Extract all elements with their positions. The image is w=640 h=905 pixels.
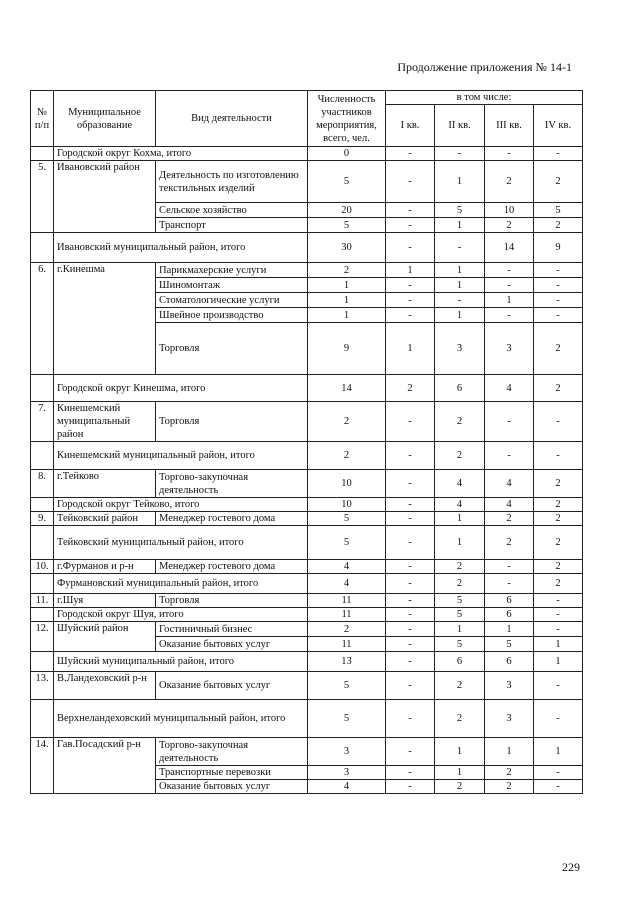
total-label: Фурмановский муниципальный район, итого [54,574,308,594]
value-cell: 4 [308,780,386,794]
value-cell: 2 [485,526,534,560]
value-cell: 11 [308,608,386,622]
num-cell [31,608,54,622]
value-cell: - [435,233,485,263]
activity-cell: Торговля [156,594,308,608]
value-cell: 5 [435,203,485,218]
value-cell: 1 [435,161,485,203]
value-cell: 1 [308,278,386,293]
value-cell: - [386,526,435,560]
table-row [31,263,583,278]
value-cell: 2 [534,574,583,594]
activity-cell: Транспорт [156,218,308,233]
total-label: Городской округ Кинешма, итого [54,375,308,402]
col-q1: I кв. [386,105,435,147]
value-cell: - [386,218,435,233]
value-cell: 2 [534,323,583,375]
value-cell: - [534,293,583,308]
table-total-row [31,375,583,402]
value-cell: 1 [435,218,485,233]
col-incl: в том числе: [386,91,583,105]
col-municipality: Муниципальное образование [54,91,156,147]
table-total-row [31,652,583,672]
value-cell: - [534,263,583,278]
value-cell: - [386,594,435,608]
value-cell: 4 [485,375,534,402]
num-cell [31,233,54,263]
value-cell: - [386,308,435,323]
total-label: Городской округ Кохма, итого [54,147,308,161]
value-cell: 2 [435,402,485,442]
value-cell: - [386,700,435,738]
municipality-cell: г.Кинешма [54,263,156,375]
value-cell: 0 [308,147,386,161]
col-q4: IV кв. [534,105,583,147]
value-cell: - [534,278,583,293]
value-cell: - [386,766,435,780]
table-header [31,91,583,147]
value-cell: - [386,278,435,293]
value-cell: 20 [308,203,386,218]
value-cell: 4 [485,498,534,512]
table-row [31,512,583,526]
value-cell: - [534,766,583,780]
value-cell: - [435,147,485,161]
value-cell: 9 [534,233,583,263]
value-cell: 1 [534,652,583,672]
value-cell: 1 [308,293,386,308]
value-cell: 1 [485,293,534,308]
table-total-row [31,498,583,512]
table-row [31,738,583,766]
num-cell [31,526,54,560]
table-row [31,402,583,442]
value-cell: 14 [485,233,534,263]
value-cell: 4 [485,470,534,498]
value-cell: - [386,574,435,594]
col-count: Численность участников мероприятия, всего, чел. [308,91,386,147]
col-q3: III кв. [485,105,534,147]
value-cell: 5 [308,161,386,203]
value-cell: 1 [485,622,534,637]
num-cell: 6. [31,263,54,375]
value-cell: - [386,293,435,308]
value-cell: 2 [386,375,435,402]
num-cell: 5. [31,161,54,233]
value-cell: - [386,161,435,203]
total-label: Городской округ Шуя, итого [54,608,308,622]
value-cell: 2 [308,622,386,637]
value-cell: 1 [435,512,485,526]
value-cell: 6 [435,652,485,672]
value-cell: 5 [534,203,583,218]
municipality-cell: Гав.Посадский р-н [54,738,156,794]
total-label: Тейковский муниципальный район, итого [54,526,308,560]
value-cell: 2 [435,442,485,470]
table-total-row [31,608,583,622]
value-cell: - [386,652,435,672]
value-cell: 2 [534,498,583,512]
activity-cell: Парикмахерские услуги [156,263,308,278]
value-cell: - [386,203,435,218]
value-cell: - [386,512,435,526]
table-row [31,560,583,574]
value-cell: 3 [485,323,534,375]
activity-cell: Стоматологические услуги [156,293,308,308]
num-cell: 7. [31,402,54,442]
activity-cell: Сельское хозяйство [156,203,308,218]
municipality-cell: Шуйский район [54,622,156,652]
value-cell: 2 [534,560,583,574]
value-cell: 1 [435,526,485,560]
activity-cell: Швейное производство [156,308,308,323]
value-cell: - [534,308,583,323]
value-cell: 2 [534,526,583,560]
value-cell: 6 [435,375,485,402]
value-cell: 5 [308,526,386,560]
value-cell: 1 [435,263,485,278]
value-cell: - [435,293,485,308]
value-cell: 5 [308,700,386,738]
page-number: 229 [562,860,580,874]
col-num: № п/п [31,91,54,147]
value-cell: - [386,637,435,652]
value-cell: 5 [308,218,386,233]
activity-cell: Транспортные перевозки [156,766,308,780]
num-cell [31,652,54,672]
value-cell: 1 [435,738,485,766]
num-cell [31,375,54,402]
value-cell: - [485,147,534,161]
table-total-row [31,700,583,738]
activity-cell: Торговля [156,402,308,442]
table-total-row [31,526,583,560]
value-cell: - [386,442,435,470]
activity-cell: Оказание бытовых услуг [156,780,308,794]
value-cell: 10 [308,470,386,498]
municipality-cell: Кинешемский муниципальный район [54,402,156,442]
activity-cell: Деятельность по изготовлению текстильных изделий [156,161,308,203]
value-cell: 1 [386,263,435,278]
value-cell: 2 [534,512,583,526]
value-cell: 1 [534,738,583,766]
value-cell: 5 [308,512,386,526]
value-cell: - [386,402,435,442]
participants-table [30,90,583,794]
table-total-row [31,442,583,470]
value-cell: 5 [485,637,534,652]
col-q2: II кв. [435,105,485,147]
value-cell: 2 [308,402,386,442]
value-cell: 2 [485,780,534,794]
value-cell: 2 [435,700,485,738]
value-cell: - [534,700,583,738]
value-cell: 2 [534,470,583,498]
num-cell [31,442,54,470]
value-cell: - [386,738,435,766]
municipality-cell: г.Фурманов и р-н [54,560,156,574]
value-cell: - [534,672,583,700]
activity-cell: Менеджер гостевого дома [156,512,308,526]
value-cell: 2 [534,161,583,203]
value-cell: - [386,622,435,637]
value-cell: 2 [435,780,485,794]
value-cell: 1 [435,622,485,637]
value-cell: 2 [435,560,485,574]
value-cell: - [534,594,583,608]
num-cell: 9. [31,512,54,526]
value-cell: - [386,233,435,263]
municipality-cell: Ивановский район [54,161,156,233]
value-cell: 1 [386,323,435,375]
value-cell: - [386,560,435,574]
num-cell: 11. [31,594,54,608]
value-cell: 1 [435,278,485,293]
num-cell: 14. [31,738,54,794]
num-cell [31,700,54,738]
value-cell: 2 [485,218,534,233]
value-cell: 1 [485,738,534,766]
value-cell: 2 [308,442,386,470]
activity-cell: Оказание бытовых услуг [156,672,308,700]
table-total-row [31,147,583,161]
value-cell: - [386,470,435,498]
value-cell: 6 [485,608,534,622]
table-row [31,161,583,203]
municipality-cell: г.Шуя [54,594,156,608]
value-cell: - [485,574,534,594]
value-cell: 9 [308,323,386,375]
table-row [31,672,583,700]
activity-cell: Торгово-закупочная деятельность [156,738,308,766]
value-cell: - [534,622,583,637]
total-label: Ивановский муниципальный район, итого [54,233,308,263]
num-cell: 12. [31,622,54,652]
table-total-row [31,574,583,594]
value-cell: 3 [308,738,386,766]
total-label: Городской округ Тейково, итого [54,498,308,512]
municipality-cell: В.Ландеховский р-н [54,672,156,700]
activity-cell: Гостиничный бизнес [156,622,308,637]
value-cell: - [386,780,435,794]
value-cell: 4 [435,498,485,512]
value-cell: 2 [485,766,534,780]
value-cell: 6 [485,594,534,608]
value-cell: 4 [308,574,386,594]
value-cell: 3 [435,323,485,375]
value-cell: - [386,672,435,700]
table-row [31,594,583,608]
value-cell: 3 [308,766,386,780]
activity-cell: Оказание бытовых услуг [156,637,308,652]
total-label: Шуйский муниципальный район, итого [54,652,308,672]
value-cell: - [485,308,534,323]
document-header: Продолжение приложения № 14-1 [397,60,572,74]
value-cell: 5 [308,672,386,700]
value-cell: 3 [485,700,534,738]
table-row [31,622,583,637]
num-cell: 8. [31,470,54,498]
table-total-row [31,233,583,263]
value-cell: 10 [308,498,386,512]
value-cell: 30 [308,233,386,263]
value-cell: - [534,780,583,794]
value-cell: - [386,608,435,622]
municipality-cell: Тейковский район [54,512,156,526]
value-cell: 4 [435,470,485,498]
value-cell: 1 [534,637,583,652]
table-row [31,470,583,498]
col-activity: Вид деятельности [156,91,308,147]
value-cell: - [485,402,534,442]
value-cell: 2 [435,672,485,700]
value-cell: - [485,278,534,293]
value-cell: - [485,442,534,470]
value-cell: - [534,147,583,161]
value-cell: - [485,560,534,574]
value-cell: 2 [534,218,583,233]
value-cell: 1 [435,308,485,323]
num-cell [31,147,54,161]
value-cell: - [386,147,435,161]
value-cell: 6 [485,652,534,672]
value-cell: 1 [308,308,386,323]
value-cell: - [534,608,583,622]
value-cell: 2 [534,375,583,402]
municipality-cell: г.Тейково [54,470,156,498]
value-cell: - [534,442,583,470]
value-cell: - [485,263,534,278]
activity-cell: Менеджер гостевого дома [156,560,308,574]
value-cell: 2 [435,574,485,594]
value-cell: 5 [435,594,485,608]
table-body [31,147,583,794]
value-cell: 1 [435,766,485,780]
value-cell: 2 [485,512,534,526]
total-label: Верхнеландеховский муниципальный район, итого [54,700,308,738]
activity-cell: Торговля [156,323,308,375]
value-cell: - [386,498,435,512]
value-cell: 2 [485,161,534,203]
value-cell: 13 [308,652,386,672]
num-cell [31,574,54,594]
value-cell: - [534,402,583,442]
activity-cell: Торгово-закупочная деятельность [156,470,308,498]
num-cell: 13. [31,672,54,700]
activity-cell: Шиномонтаж [156,278,308,293]
total-label: Кинешемский муниципальный район, итого [54,442,308,470]
value-cell: 11 [308,637,386,652]
value-cell: 11 [308,594,386,608]
num-cell: 10. [31,560,54,574]
value-cell: 2 [308,263,386,278]
num-cell [31,498,54,512]
value-cell: 3 [485,672,534,700]
value-cell: 14 [308,375,386,402]
value-cell: 4 [308,560,386,574]
value-cell: 10 [485,203,534,218]
value-cell: 5 [435,637,485,652]
value-cell: 5 [435,608,485,622]
